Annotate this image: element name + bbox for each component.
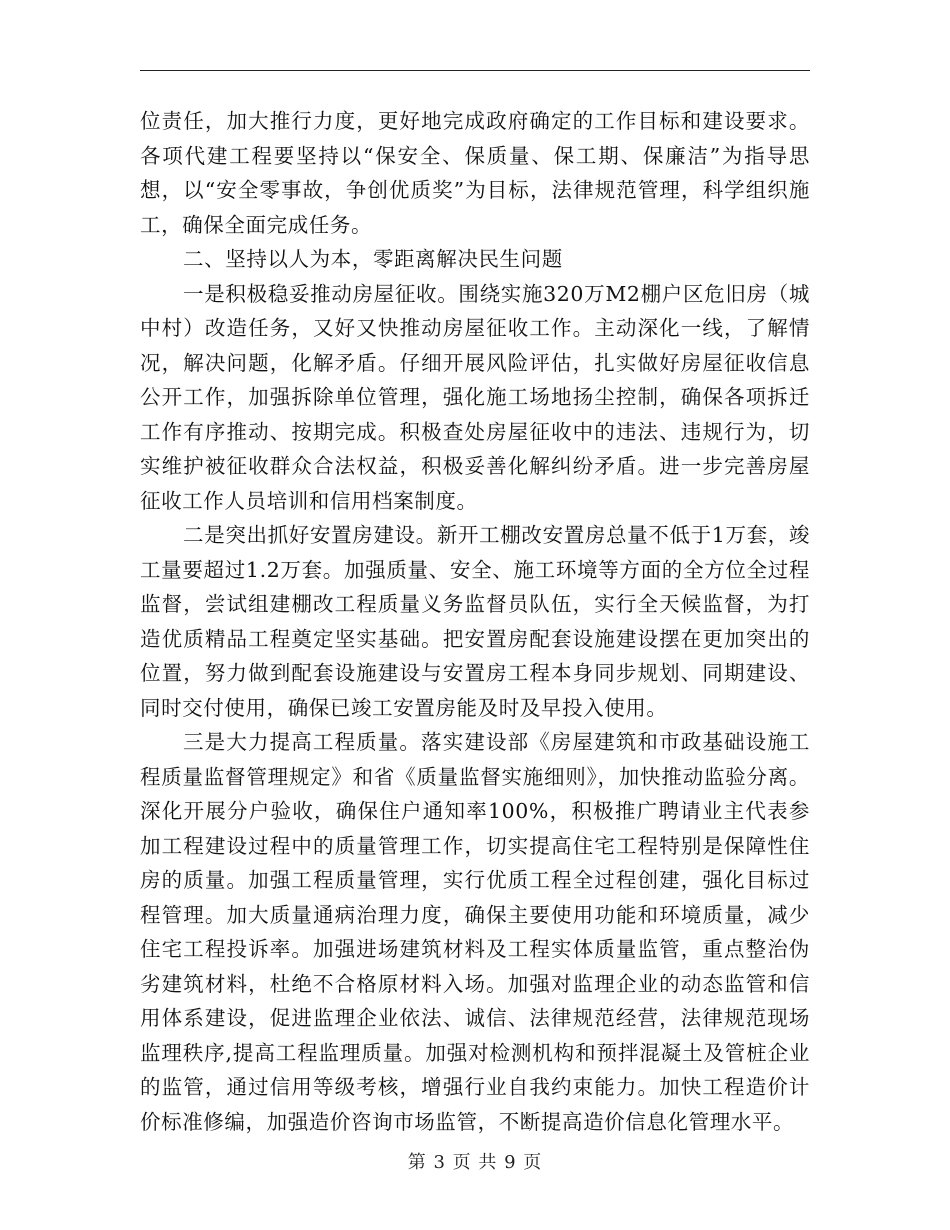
- document-body: [140, 104, 810, 1139]
- paragraph-continuation: 位责任，加大推行力度，更好地完成政府确定的工作目标和建设要求。各项代建工程要坚持以“保安全、保质量、保工期、保廉洁”为指导思想，以“安全零事故，争创优质奖”为目标，法律规范管理，科学组织施工，确保全面完成任务。: [140, 109, 810, 237]
- paragraph-house-expropriation: 一是积极稳妥推动房屋征收。围绕实施320万M2棚户区危旧房（城中村）改造任务，又好又快推动房屋征收工作。主动深化一线，了解情况，解决问题，化解矛盾。仔细开展风险评估，扎实做好房屋征收信息公开工作，加强拆除单位管理，强化施工场地扬尘控制，确保各项拆迁工作有序推动、按期完成。积极查处房屋征收中的违法、违规行为，切实维护被征收群众合法权益，积极妥善化解纠纷矛盾。进一步完善房屋征收工作人员培训和信用档案制度。: [140, 281, 810, 513]
- paragraph-resettlement-housing: 二是突出抓好安置房建设。新开工棚改安置房总量不低于1万套，竣工量要超过1.2万套。加强质量、安全、施工环境等方面的全方位全过程监督，尝试组建棚改工程质量义务监督员队伍，实行全天候监督，为打造优质精品工程奠定坚实基础。把安置房配套设施建设摆在更加突出的位置，努力做到配套设施建设与安置房工程本身同步规划、同期建设、同时交付使用，确保已竣工安置房能及时及早投入使用。: [140, 523, 810, 720]
- header-rule: [140, 70, 810, 71]
- paragraph-engineering-quality: 三是大力提高工程质量。落实建设部《房屋建筑和市政基础设施工程质量监督管理规定》和省《质量监督实施细则》，加快推动监验分离。深化开展分户验收，确保住户通知率100%，积极推广聘请业主代表参加工程建设过程中的质量管理工作，切实提高住宅工程特别是保障性住房的质量。加强工程质量管理，实行优质工程全过程创建，强化目标过程管理。加大质量通病治理力度，确保主要使用功能和环境质量，减少住宅工程投诉率。加强进场建筑材料及工程实体质量监管，重点整治伪劣建筑材料，杜绝不合格原材料入场。加强对监理企业的动态监管和信用体系建设，促进监理企业依法、诚信、法律规范经营，法律规范现场监理秩序,提高工程监理质量。加强对检测机构和预拌混凝土及管桩企业的监管，通过信用等级考核，增强行业自我约束能力。加快工程造价计价标准修编，加强造价咨询市场监管，不断提高造价信息化管理水平。: [140, 730, 810, 1134]
- page-footer: 第 3 页 共 9 页: [407, 1152, 543, 1173]
- section-heading: 二、坚持以人为本，零距离解决民生问题: [183, 247, 563, 271]
